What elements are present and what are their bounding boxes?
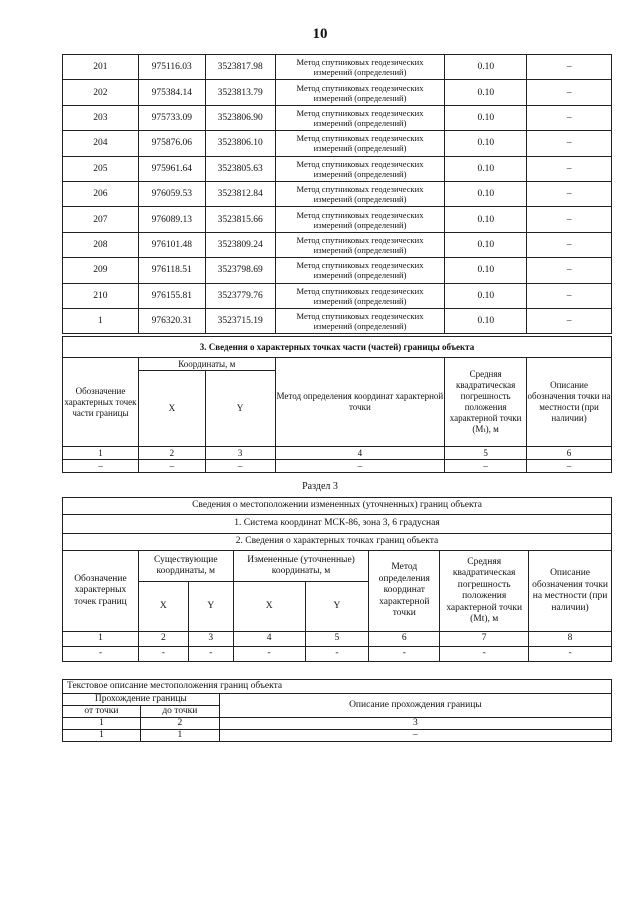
mt-value: 0.10 [445,181,527,206]
col-num: 2 [138,447,205,460]
x-coordinate: 975733.09 [138,105,205,130]
method [275,232,445,257]
point-row [63,308,612,333]
method-line: измерений (определений) [313,143,407,154]
point-row [63,105,612,130]
header-existing-coords: Существующие координаты, м [138,551,233,582]
y-coordinate: 3523817.98 [205,55,275,80]
col-num: 3 [188,632,233,647]
method-line: Метод спутниковых геодезических [296,285,424,296]
method-line: Метод спутниковых геодезических [296,234,424,245]
header-passage: Прохождение границы [63,694,220,706]
x-coordinate: 976118.51 [138,258,205,283]
point-number: 201 [63,55,139,80]
method-line: измерений (определений) [313,270,407,281]
point-description: – [527,181,612,206]
point-row [63,181,612,206]
point-number: 204 [63,131,139,156]
header-to-point: до точки [140,706,219,718]
col-num: 5 [305,632,369,647]
method-line: измерений (определений) [313,194,407,205]
empty-cell: - [305,647,369,662]
point-description: – [527,131,612,156]
point-row [63,131,612,156]
point-number: 203 [63,105,139,130]
header-method: Метод определения координат характерной точки [275,358,445,447]
passage-description: – [219,730,611,742]
y-coordinate: 3523806.10 [205,131,275,156]
y-coordinate: 3523809.24 [205,232,275,257]
col-num: 2 [140,718,219,730]
mt-value: 0.10 [445,258,527,283]
header-changed-coords: Измененные (уточненные) координаты, м [233,551,369,582]
points-subtitle: 2. Сведения о характерных точках границ объекта [63,534,612,551]
header-x: X [233,582,305,632]
header-x: X [138,582,188,632]
mt-value: 0.10 [445,283,527,308]
text-table-title: Текстовое описание местоположения границ объекта [63,680,612,694]
x-coordinate: 975384.14 [138,80,205,105]
point-row [63,283,612,308]
x-coordinate: 976059.53 [138,181,205,206]
method [275,181,445,206]
x-coordinate: 976155.81 [138,283,205,308]
col-num: 1 [63,632,139,647]
to-point: 1 [140,730,219,742]
point-number: 210 [63,283,139,308]
y-coordinate: 3523806.90 [205,105,275,130]
header-mt: Средняя квадратическая погрешность положения характерной точки (Mt), м [440,551,529,632]
col-num: 7 [440,632,529,647]
part-table-title: 3. Сведения о характерных точках части (частей) границы объекта [63,337,612,358]
method [275,308,445,333]
part-points-table [62,336,612,473]
point-description: – [527,308,612,333]
mt-value: 0.10 [445,55,527,80]
header-description: Описание обозначения точки на местности (при наличии) [529,551,612,632]
method-line: измерений (определений) [313,295,407,306]
method-line: измерений (определений) [313,244,407,255]
col-num: 8 [529,632,612,647]
method-line: измерений (определений) [313,117,407,128]
header-description: Описание обозначения точки на местности (при наличии) [527,358,612,447]
point-number: 208 [63,232,139,257]
method-line: Метод спутниковых геодезических [296,209,424,220]
point-number: 209 [63,258,139,283]
col-num: 6 [369,632,440,647]
point-number: 1 [63,308,139,333]
empty-cell: – [275,460,445,473]
points-table [62,54,612,334]
empty-cell: - [369,647,440,662]
point-description: – [527,232,612,257]
point-row [63,207,612,232]
text-description-table [62,679,612,742]
header-y: Y [305,582,369,632]
method [275,131,445,156]
col-num: 3 [219,718,611,730]
mt-value: 0.10 [445,232,527,257]
empty-cell: – [205,460,275,473]
point-number: 205 [63,156,139,181]
col-num: 1 [63,447,139,460]
point-description: – [527,283,612,308]
method [275,80,445,105]
mt-value: 0.10 [445,308,527,333]
point-description: – [527,105,612,130]
y-coordinate: 3523798.69 [205,258,275,283]
x-coordinate: 975116.03 [138,55,205,80]
empty-cell: – [445,460,527,473]
method [275,283,445,308]
mt-value: 0.10 [445,207,527,232]
method-line: Метод спутниковых геодезических [296,260,424,271]
point-number: 206 [63,181,139,206]
col-num: 4 [233,632,305,647]
header-from-point: от точки [63,706,141,718]
method-line: измерений (определений) [313,92,407,103]
method-line: Метод спутниковых геодезических [296,107,424,118]
changed-boundaries-table [62,497,612,662]
empty-cell: – [527,460,612,473]
method-line: измерений (определений) [313,219,407,230]
header-description: Описание прохождения границы [219,694,611,718]
x-coordinate: 976320.31 [138,308,205,333]
method-line: измерений (определений) [313,67,407,78]
header-mt: Средняя квадратическая погрешность положения характерной точки (Mₜ), м [445,358,527,447]
header-y: Y [205,371,275,447]
point-description: – [527,55,612,80]
y-coordinate: 3523805.63 [205,156,275,181]
point-row [63,156,612,181]
empty-cell: - [529,647,612,662]
header-method: Метод определения координат характерной точки [369,551,440,632]
point-description: – [527,207,612,232]
mt-value: 0.10 [445,105,527,130]
section-title: Раздел 3 [302,481,338,492]
mt-value: 0.10 [445,131,527,156]
page-number: 10 [312,26,328,42]
mt-value: 0.10 [445,156,527,181]
header-designation: Обозначение характерных точек части границы [63,358,139,447]
y-coordinate: 3523715.19 [205,308,275,333]
y-coordinate: 3523812.84 [205,181,275,206]
changed-table-title: Сведения о местоположении измененных (уточненных) границ объекта [63,498,612,515]
empty-cell: - [440,647,529,662]
y-coordinate: 3523813.79 [205,80,275,105]
empty-cell: – [138,460,205,473]
method-line: Метод спутниковых геодезических [296,158,424,169]
method-line: Метод спутниковых геодезических [296,311,424,322]
method [275,258,445,283]
point-description: – [527,258,612,283]
empty-cell: - [63,647,139,662]
empty-cell: – [63,460,139,473]
header-x: X [138,371,205,447]
col-num: 4 [275,447,445,460]
method [275,55,445,80]
header-coords: Координаты, м [138,358,275,371]
method [275,207,445,232]
point-description: – [527,156,612,181]
col-num: 3 [205,447,275,460]
y-coordinate: 3523779.76 [205,283,275,308]
point-row [63,55,612,80]
x-coordinate: 975876.06 [138,131,205,156]
method [275,105,445,130]
empty-cell: - [233,647,305,662]
method-line: Метод спутниковых геодезических [296,184,424,195]
y-coordinate: 3523815.66 [205,207,275,232]
col-num: 1 [63,718,141,730]
col-num: 5 [445,447,527,460]
method-line: Метод спутниковых геодезических [296,57,424,68]
x-coordinate: 976089.13 [138,207,205,232]
method-line: измерений (определений) [313,168,407,179]
method [275,156,445,181]
mt-value: 0.10 [445,80,527,105]
point-number: 207 [63,207,139,232]
point-number: 202 [63,80,139,105]
point-row [63,80,612,105]
method-line: Метод спутниковых геодезических [296,82,424,93]
header-designation: Обозначение характерных точек границ [63,551,139,632]
method-line: Метод спутниковых геодезических [296,133,424,144]
col-num: 6 [527,447,612,460]
point-description: – [527,80,612,105]
point-row [63,232,612,257]
point-row [63,258,612,283]
x-coordinate: 976101.48 [138,232,205,257]
coordinate-system: 1. Система координат МСК-86, зона 3, 6 градусная [63,515,612,534]
from-point: 1 [63,730,141,742]
empty-cell: - [138,647,188,662]
col-num: 2 [138,632,188,647]
header-y: Y [188,582,233,632]
method-line: измерений (определений) [313,321,407,332]
empty-cell: - [188,647,233,662]
x-coordinate: 975961.64 [138,156,205,181]
